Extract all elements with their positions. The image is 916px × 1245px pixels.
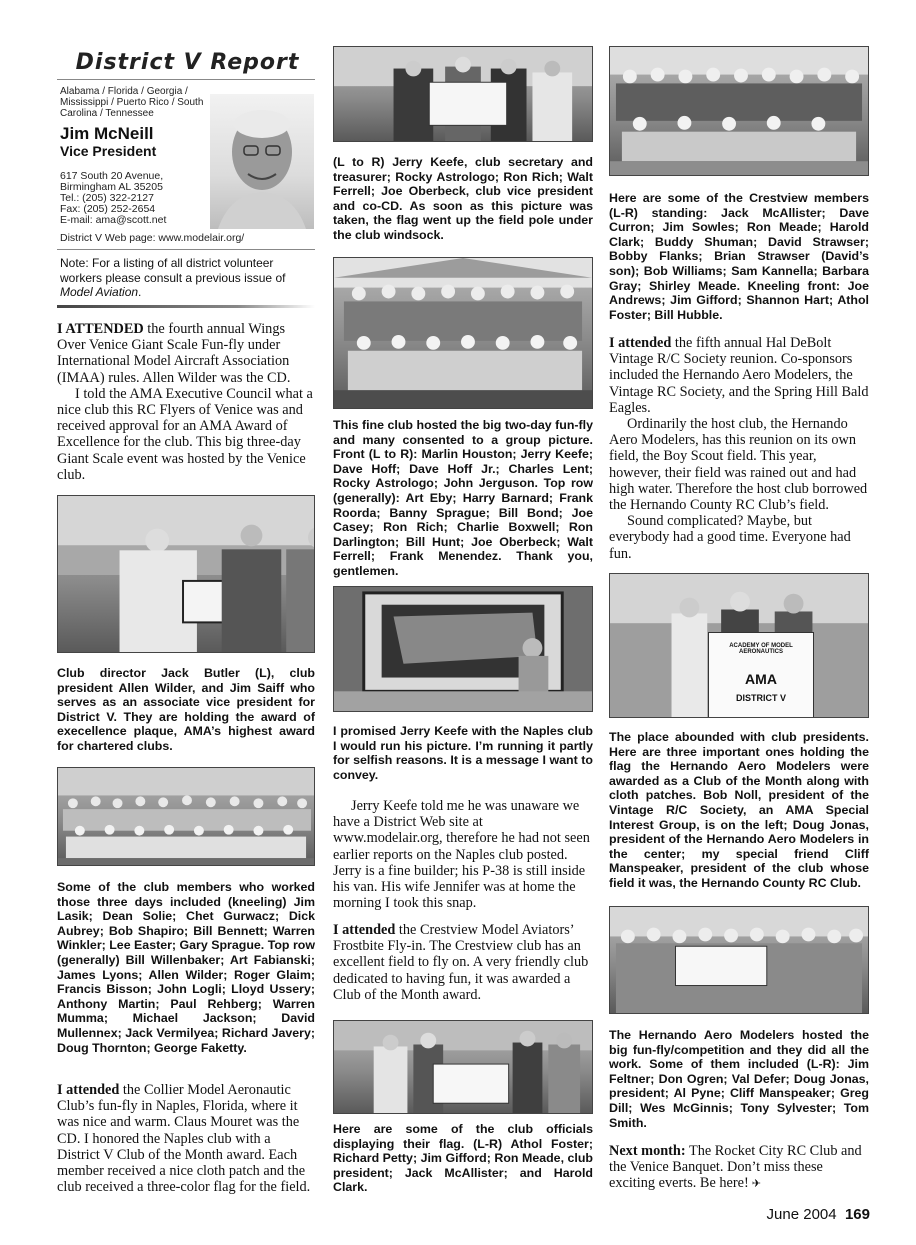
col1-lead-2: I attended bbox=[57, 1082, 120, 1098]
photo-crestview-members bbox=[609, 46, 869, 176]
caption-venice-award: Club director Jack Butler (L), club president Allen Wilder, and Jim Saiff who serves as an associate vice president for District V. They are holding the award of execellence plaque, AMA’s highest award for chartered clubs. bbox=[57, 666, 315, 753]
photo-hernando-group bbox=[609, 906, 869, 1014]
volunteer-note-end: . bbox=[138, 285, 142, 299]
col3-lead-1: I attended bbox=[609, 335, 672, 351]
col2-keefe-text bbox=[333, 798, 593, 911]
report-title: District V Report bbox=[75, 50, 300, 75]
photo-keefe-van bbox=[333, 586, 593, 712]
caption-venice-members: Some of the club members who worked those three days included (kneeling) Jim Lasik; Dean Solie; Chet Gurwacz; Dick Aubrey; Bob Shapiro; Bill Bennett; Warren Winkler; Lee Easter; Gary Sprague. Top row (generally) Bill Willenbaker; Art Fabianski; James Lyons; Allen Wilder; Roger Glaim; Francis Bisson; John Logli; Lloyd Ussery; Anthony Martin; Paul Rehberg; Warren Mumma; Michael Jackson; David Mullennex; Jack Vermilyea; Richard Javery; Doug Thornton; George Faketty. bbox=[57, 880, 315, 1055]
photo-naples-group bbox=[333, 257, 593, 409]
photo-crestview-officials bbox=[333, 1020, 593, 1114]
district-states: Alabama / Florida / Georgia / Mississippi / Puerto Rico / South Carolina / Tennessee bbox=[60, 86, 204, 119]
col3-lead-2: Next month: bbox=[609, 1143, 686, 1159]
vp-name: Jim McNeill bbox=[60, 124, 154, 143]
photo-hernando-presidents bbox=[609, 573, 869, 718]
vp-role: Vice President bbox=[60, 143, 157, 159]
flag-district-text: DISTRICT V bbox=[735, 693, 786, 703]
caption-naples-flag: (L to R) Jerry Keefe, club secretary and treasurer; Rocky Astrologo; Ron Rich; Walt Ferrell; Joe Oberbeck, club vice president and co-CD. As soon as this picture was taken, the flag went up the field pole under the club windsock. bbox=[333, 155, 593, 242]
vp-address-line2: Birmingham AL 35205 bbox=[60, 181, 163, 193]
photo-naples-flag bbox=[333, 46, 593, 142]
issue-date: June 2004 bbox=[766, 1206, 837, 1223]
col3-paragraph-1: the fifth annual Hal DeBolt Vintage R/C Society reunion. Co-sponsors included the Hernando Aero Modelers, the Vintage RC Society, and the Spring Hill Bald Eagles. bbox=[609, 335, 869, 416]
col2-paragraph-2: the Crestview Model Aviators’ Frostbite Fly-in. The Crestview club has an excellent field to fly on. A very friendly club dedicated to having fun, it was awarded a Club of the Month award. bbox=[333, 922, 589, 1003]
flag-ama-text: AMA bbox=[745, 671, 777, 687]
volunteer-note-text: Note: For a listing of all district volunteer workers please consult a previous issue of bbox=[60, 256, 286, 285]
col1-paragraph-3: the Collier Model Aeronautic Club’s fun-fly in Naples, Florida, where it was nice and warm. Claus Mouret was the CD. I honored the Naples club with a District V Club of the Month award. Each member received a nice cloth patch and the club received a three-color flag for the field. bbox=[57, 1082, 311, 1196]
end-mark-icon: ✈ bbox=[751, 1178, 761, 1191]
vp-portrait bbox=[210, 94, 314, 229]
flag-banner-hernando bbox=[708, 632, 814, 718]
caption-hernando-presidents: The place abounded with club presidents. Here are three important ones holding the flag the Hernando Aero Modelers were awarded as a Club of the Month along with cloth patches. Bob Noll, president of the Vintage R/C Society, an AMA Special Interest Group, is on the left; Doug Jonas, president of the Hernando Aero Modelers in the center; my special friend Cliff Manspeaker, president of the club whose field it was, the Hernando County RC Club. bbox=[609, 730, 869, 890]
col1-paragraph-1: the fourth annual Wings Over Venice Giant Scale Fun-fly under International Model Aircraft Association (IMAA) rules. Allen Wilder was the CD. bbox=[57, 321, 291, 386]
col1-lead-1: I ATTENDED bbox=[57, 321, 144, 337]
magazine-title: Model Aviation bbox=[60, 285, 139, 299]
col1-paragraph-2: I told the AMA Executive Council what a nice club this RC Flyers of Venice was and received approval for an AMA Award of Excellence for the club. This big three-day Giant Scale event was hosted by the Venice club. bbox=[57, 385, 313, 483]
col3-next-month-text bbox=[609, 1143, 869, 1192]
flag-academy-text: ACADEMY OF MODEL AERONAUTICS bbox=[729, 643, 793, 655]
vp-telephone: Tel.: (205) 322-2127 bbox=[60, 192, 154, 204]
col3-reunion-text bbox=[609, 335, 869, 562]
caption-keefe-van: I promised Jerry Keefe with the Naples club I would run his picture. I’m running it partly for selfish reasons. It is a message I want to convey. bbox=[333, 724, 593, 782]
col2-paragraph-1: Jerry Keefe told me he was unaware we have a District Web site at www.modelair.org, therefore he had not seen earlier reports on the Naples club posted. Jerry is a fine builder; his P-38 is still inside his van. His wife Jennifer was at home the morning I took this snap. bbox=[333, 798, 590, 912]
col2-crestview-text bbox=[333, 922, 593, 1003]
vp-email: E-mail: ama@scott.net bbox=[60, 214, 167, 226]
title-rule bbox=[57, 79, 315, 80]
vp-fax: Fax: (205) 252-2654 bbox=[60, 203, 156, 215]
photo-venice-members bbox=[57, 767, 315, 866]
col1-intro-text bbox=[57, 321, 315, 483]
col2-lead-1: I attended bbox=[333, 922, 396, 938]
caption-crestview-members: Here are some of the Crestview members (L-R) standing: Jack McAllister; Dave Curron; Jim Sowles; Ron Meade; Harold Clark; Buddy Shuman; David Strawser; Bobby Flanks; Brian Strawser (David’s son); Bob Williams; Sam Kannella; Barbara Gray; Shirley Meade. Kneeling front: Joe Andrews; Jim Gifford; Shannon Hart; Athol Foster; Bill Hubble. bbox=[609, 191, 869, 322]
page-footer bbox=[720, 1206, 870, 1223]
header-rule bbox=[57, 249, 315, 250]
vp-address-line1: 617 South 20 Avenue, bbox=[60, 170, 164, 182]
caption-hernando-group: The Hernando Aero Modelers hosted the big fun-fly/competition and they did all the work. Some of them included (L-R): Jim Feltner; Don Ogren; Val Defer; Doug Jonas, president; Al Pyne; Cliff Manspeaker; Greg Dill; Wes McGinnis; Tony Sylvester; Tom Smith. bbox=[609, 1028, 869, 1130]
col1-naples-text bbox=[57, 1082, 315, 1195]
caption-crestview-officials: Here are some of the club officials displaying their flag. (L-R) Athol Foster; Richard Petty; Jim Gifford; Ron Meade, club president; Jack McAllister; and Harold Clark. bbox=[333, 1122, 593, 1195]
col3-paragraph-2: Ordinarily the host club, the Hernando Aero Modelers, has this reunion on its own field, the Boy Scout field. This year, however, their field was rained out and had high water. Therefore the host club borrowed the Hernando County RC Club’s field. bbox=[609, 416, 868, 514]
caption-naples-group: This fine club hosted the big two-day fun-fly and many consented to a group picture. Front (L to R): Marlin Houston; Jerry Keefe; Dave Hoff; Dave Hoff Jr.; Charles Lent; Rocky Astrologo; John Jerguson. Top row (generally): Art Eby; Harry Barnard; Frank Roorda; Banny Sprague; Bill Bond; Joe Casey; Ron Rich; Charlie Boxwell; Ron Darlington; Bill Hunt; Joe Oberbeck; Walt Ferrell; Frank Menendez. Thank you, gentlemen. bbox=[333, 418, 593, 578]
district-web-page: District V Web page: www.modelair.org/ bbox=[60, 232, 245, 244]
photo-venice-award bbox=[57, 495, 315, 653]
col3-paragraph-3: Sound complicated? Maybe, but everybody had a good time. Everyone had fun. bbox=[609, 513, 851, 562]
page-number: 169 bbox=[844, 1206, 870, 1223]
col3-paragraph-4: The Rocket City RC Club and the Venice Banquet. Don’t miss these exciting everts. Be here! bbox=[609, 1143, 862, 1192]
header-bottom-rule bbox=[57, 305, 315, 308]
volunteer-note bbox=[60, 256, 310, 300]
